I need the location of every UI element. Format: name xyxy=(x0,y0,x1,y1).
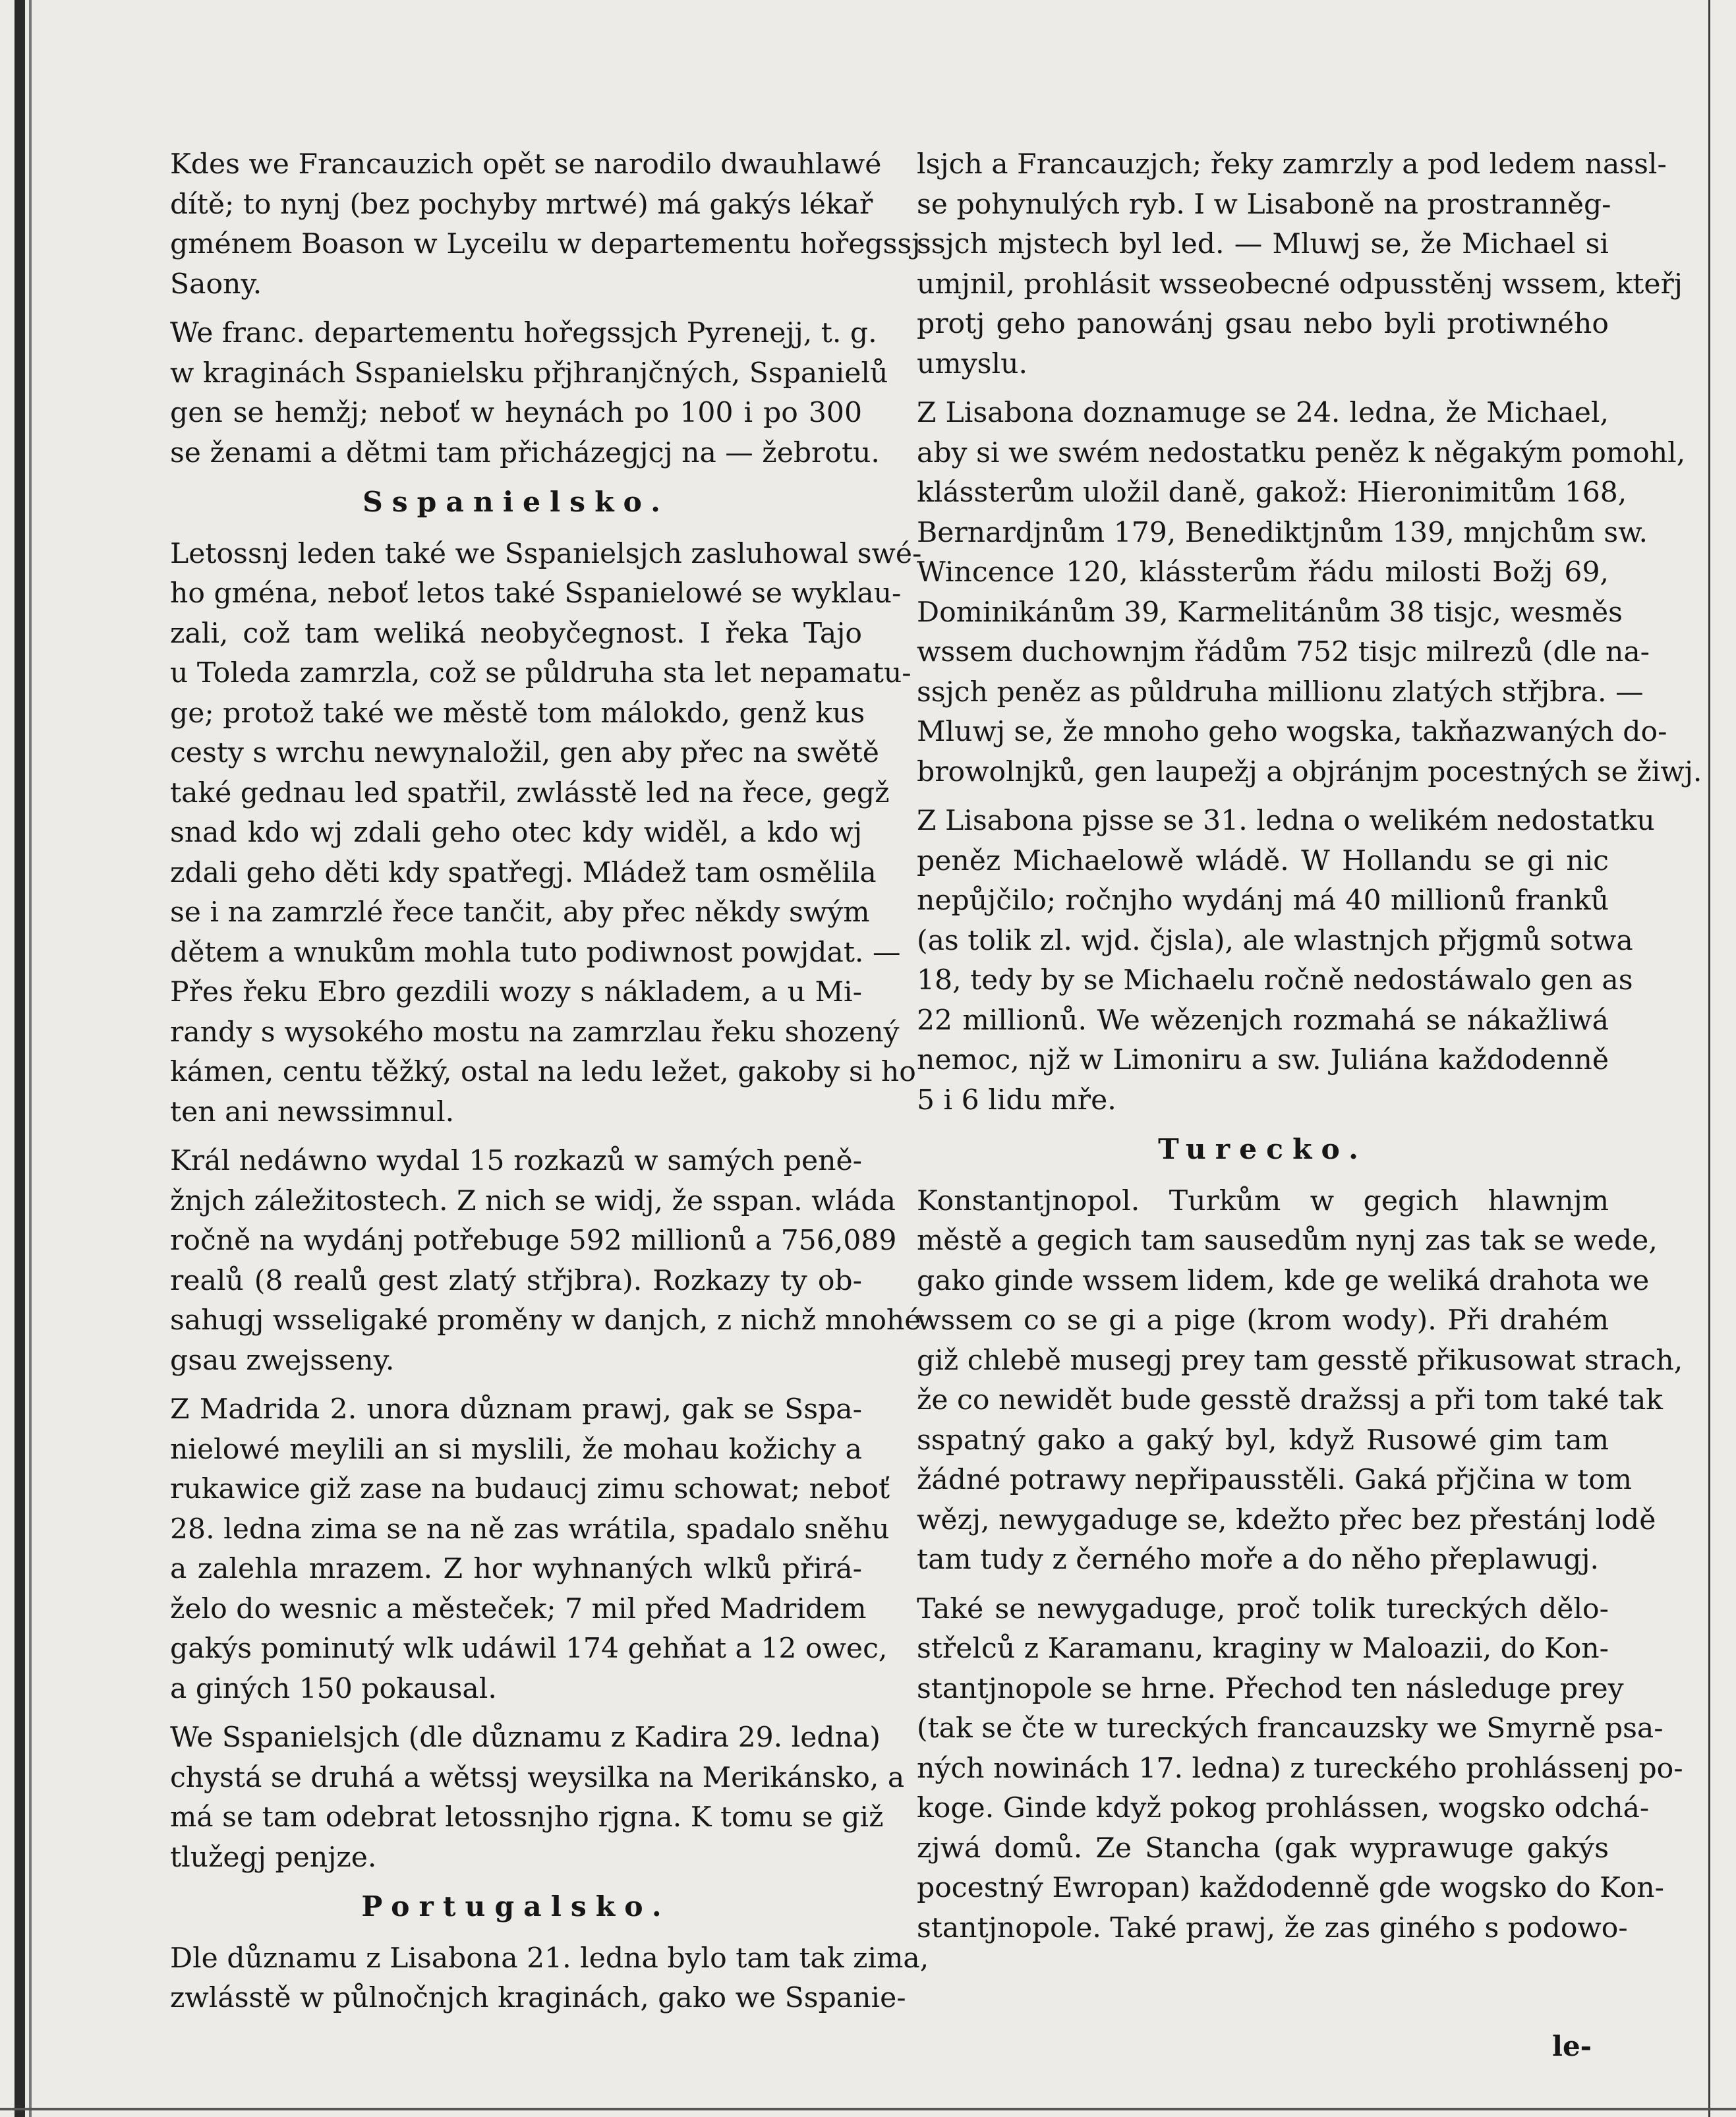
text-line: gménem Boason w Lyceilu w departementu hořegssj xyxy=(170,228,921,260)
text-line: zjwá domů. Ze Stancha (gak wyprawuge gakýs xyxy=(917,1832,1609,1865)
section-heading-turkey: Turecko. xyxy=(1158,1133,1368,1166)
text-line: ssjch peněz as půldruha millionu zlatých střjbra. — xyxy=(917,676,1644,709)
text-line: (tak se čte w tureckých francauzsky we Smyrně psa- xyxy=(917,1712,1664,1745)
text-line: střelců z Karamanu, kraginy w Maloazii, do Kon- xyxy=(917,1633,1609,1665)
text-line: Letossnj leden také we Sspanielsjch zasluhowal swé- xyxy=(170,537,922,570)
text-line: browolnjků, gen laupežj a objránjm pocestných se žiwj. xyxy=(917,755,1702,788)
text-line: nielowé meylili an si myslili, že mohau kožichy a xyxy=(170,1433,862,1466)
text-line: Kdes we Francauzich opět se narodilo dwauhlawé xyxy=(170,148,882,181)
text-line: koge. Ginde když pokog prohlássen, wogsko odchá- xyxy=(917,1792,1650,1824)
paragraph xyxy=(917,1590,1683,1949)
text-line: dítě; to nynj (bez pochyby mrtwé) má gakýs lékař xyxy=(170,188,873,221)
paragraph xyxy=(170,145,921,304)
catchword: le- xyxy=(1552,2030,1592,2062)
text-line: Wincence 120, klássterům řádu milosti Božj 69, xyxy=(917,556,1609,589)
text-line: ten ani newssimnul. xyxy=(170,1095,455,1128)
binding-edge-line xyxy=(29,0,32,2117)
text-line: (as tolik zl. wjd. čjsla), ale wlastnjch přjgmů sotwa xyxy=(917,924,1633,957)
text-line: ročně na wydánj potřebuge 592 millionů a 756,089 xyxy=(170,1225,897,1257)
page-bottom-edge xyxy=(0,2108,1736,2110)
text-line: randy s wysokého mostu na zamrzlau řeku shozený xyxy=(170,1016,900,1049)
paragraph xyxy=(170,1939,929,2019)
text-line: kámen, centu těžký, ostal na ledu ležet, gakoby si ho xyxy=(170,1056,916,1088)
text-line: Přes řeku Ebro gezdili wozy s nákladem, a u Mi- xyxy=(170,976,862,1008)
text-line: umyslu. xyxy=(917,347,1027,380)
text-line: zwlásstě w půlnočnjch kraginách, gako we Sspanie- xyxy=(170,1982,906,2014)
text-line: ge; protož také we městě tom málokdo, genž kus xyxy=(170,697,865,730)
text-line: má se tam odebrat letossnjho rjgna. K tomu se giž xyxy=(170,1801,884,1834)
text-line: giž chlebě musegj prey tam gesstě přikusowat strach, xyxy=(917,1344,1683,1377)
text-line: a giných 150 pokausal. xyxy=(170,1672,497,1705)
section-heading-portugal: Portugalsko. xyxy=(361,1890,671,1923)
text-line: peněz Michaelowě wládě. W Hollandu se gi nic xyxy=(917,844,1609,877)
text-line: wězj, newygaduge se, kdežto přec bez přestánj lodě xyxy=(917,1503,1656,1536)
text-line: Z Lisabona doznamuge se 24. ledna, že Michael, xyxy=(917,397,1609,429)
text-line: 22 millionů. We wězenjch rozmahá se nákažliwá xyxy=(917,1004,1609,1037)
text-line: w kraginách Sspanielsku přjhranjčných, Sspanielů xyxy=(170,357,888,390)
left-column xyxy=(170,145,929,2028)
text-line: rukawice giž zase na budaucj zimu schowat; neboť xyxy=(170,1473,890,1505)
text-line: stantjnopole. Také prawj, že zas giného s podowo- xyxy=(917,1911,1628,1944)
text-line: sspatný gako a gaký byl, když Rusowé gim tam xyxy=(917,1424,1609,1457)
paragraph xyxy=(170,1142,921,1381)
text-line: Konstantjnopol. Turkům w gegich hlawnjm xyxy=(917,1184,1609,1217)
text-line: pocestný Ewropan) každodenně gde wogsko do Kon- xyxy=(917,1872,1665,1904)
text-line: gakýs pominutý wlk udáwil 174 gehňat a 12 owec, xyxy=(170,1633,888,1665)
text-line: snad kdo wj zdali geho otec kdy widěl, a kdo wj xyxy=(170,817,862,849)
text-line: zali, což tam weliká neobyčegnost. I řeka Tajo xyxy=(170,617,862,650)
text-line: realů (8 realů gest zlatý střjbra). Rozkazy ty ob- xyxy=(170,1264,862,1297)
paragraph xyxy=(170,1718,905,1878)
text-line: ných nowinách 17. ledna) z tureckého prohlássenj po- xyxy=(917,1752,1683,1785)
text-line: želo do wesnic a městeček; 7 mil před Madridem xyxy=(170,1592,867,1625)
right-column xyxy=(917,145,1702,1958)
text-line: žnjch záležitostech. Z nich se widj, že sspan. wláda xyxy=(170,1184,896,1217)
text-line: nepůjčilo; ročnjho wydánj má 40 millionů franků xyxy=(917,884,1609,917)
text-line: tam tudy z černého moře a do něho přeplawugj. xyxy=(917,1544,1600,1576)
text-line: chystá se druhá a wětssj weysilka na Merikánsko, a xyxy=(170,1761,905,1794)
text-line: žádné potrawy nepřipausstěli. Gaká přjčina w tom xyxy=(917,1464,1633,1496)
text-line: klássterům uložil daně, gakož: Hieronimitům 168, xyxy=(917,477,1627,509)
text-line: We Sspanielsjch (dle důznamu z Kadira 29. ledna) xyxy=(170,1722,881,1754)
text-line: wssem duchownjm řádům 752 tisjc milrezů (dle na- xyxy=(917,636,1650,668)
text-line: aby si we swém nedostatku peněz k něgakým pomohl, xyxy=(917,436,1686,469)
text-line: se pohynulých ryb. I w Lisaboně na prostranněg- xyxy=(917,188,1611,221)
text-line: Z Lisabona pjsse se 31. ledna o welikém nedostatku xyxy=(917,805,1655,837)
paragraph xyxy=(170,535,922,1133)
text-line: gako ginde wssem lidem, kde ge weliká drahota we xyxy=(917,1264,1650,1297)
text-line: Z Madrida 2. unora důznam prawj, gak se Sspa- xyxy=(170,1393,862,1426)
text-line: u Toleda zamrzla, což se půldruha sta let nepamatu- xyxy=(170,657,911,689)
text-line: ho gména, neboť letos také Sspanielowé se wyklau- xyxy=(170,577,902,610)
text-line: cesty s wrchu newynaložil, gen aby přec na swětě xyxy=(170,737,879,769)
text-line: gsau zwejsseny. xyxy=(170,1344,395,1377)
text-line: Mluwj se, že mnoho geho wogska, takňazwaných do- xyxy=(917,716,1667,748)
text-line: lsjch a Francauzjch; řeky zamrzly a pod ledem nassl- xyxy=(917,148,1667,181)
paragraph xyxy=(917,1182,1683,1580)
text-line: se i na zamrzlé řece tančit, aby přec někdy swým xyxy=(170,896,870,929)
page-right-edge xyxy=(1708,0,1710,2117)
text-line: tlužegj penjze. xyxy=(170,1841,377,1874)
text-line: dětem a wnukům mohla tuto podiwnost powjdat. — xyxy=(170,936,901,969)
text-line: že co newidět bude gesstě dražssj a při tom také tak xyxy=(917,1384,1664,1416)
text-line: 5 i 6 lidu mře. xyxy=(917,1084,1116,1116)
text-line: protj geho panowánj gsau nebo byli protiwného xyxy=(917,308,1609,340)
paragraph xyxy=(170,314,888,473)
text-line: také gednau led spatřil, zwlásstě led na řece, gegž xyxy=(170,776,890,809)
text-line: Bernardjnům 179, Benediktjnům 139, mnjchům sw. xyxy=(917,516,1648,549)
text-line: wssem co se gi a pige (krom wody). Při drahém xyxy=(917,1304,1609,1337)
text-line: ssjch mjstech byl led. — Mluwj se, že Michael si xyxy=(917,228,1609,260)
text-line: 18, tedy by se Michaelu ročně nedostáwalo gen as xyxy=(917,964,1633,997)
text-line: umjnil, prohlásit wsseobecné odpusstěnj wssem, kteřj xyxy=(917,268,1683,301)
text-line: gen se hemžj; neboť w heynách po 100 i po 300 xyxy=(170,397,862,429)
section-heading-spain: Sspanielsko. xyxy=(362,486,670,519)
text-line: Saony. xyxy=(170,268,262,301)
text-line: Také se newygaduge, proč tolik tureckých dělo- xyxy=(917,1592,1609,1625)
text-line: stantjnopole se hrne. Přechod ten následuge prey xyxy=(917,1672,1624,1705)
text-line: Král nedáwno wydal 15 rozkazů w samých peně- xyxy=(170,1145,862,1177)
paragraph xyxy=(170,1390,890,1709)
paragraph xyxy=(917,145,1683,384)
text-line: Dominikánům 39, Karmelitánům 38 tisjc, wesměs xyxy=(917,596,1623,629)
text-line: se ženami a dětmi tam přicházegjcj na — žebrotu. xyxy=(170,436,880,469)
text-line: a zalehla mrazem. Z hor wyhnaných wlků přirá- xyxy=(170,1553,862,1585)
paragraph xyxy=(917,801,1655,1120)
text-line: městě a gegich tam sausedům nynj zas tak se wede, xyxy=(917,1225,1658,1257)
text-line: We franc. departementu hořegssjch Pyrenejj, t. g. xyxy=(170,317,877,349)
paragraph xyxy=(917,393,1702,792)
text-line: Dle důznamu z Lisabona 21. ledna bylo tam tak zima, xyxy=(170,1942,929,1975)
text-line: zdali geho děti kdy spatřegj. Mládež tam osmělila xyxy=(170,856,877,889)
binding-edge xyxy=(14,0,25,2117)
text-line: sahugj wsseligaké proměny w danjch, z nichž mnohé xyxy=(170,1304,921,1337)
text-line: nemoc, njž w Limoniru a sw. Juliána každodenně xyxy=(917,1044,1609,1076)
text-line: 28. ledna zima se na ně zas wrátila, spadalo sněhu xyxy=(170,1513,890,1546)
